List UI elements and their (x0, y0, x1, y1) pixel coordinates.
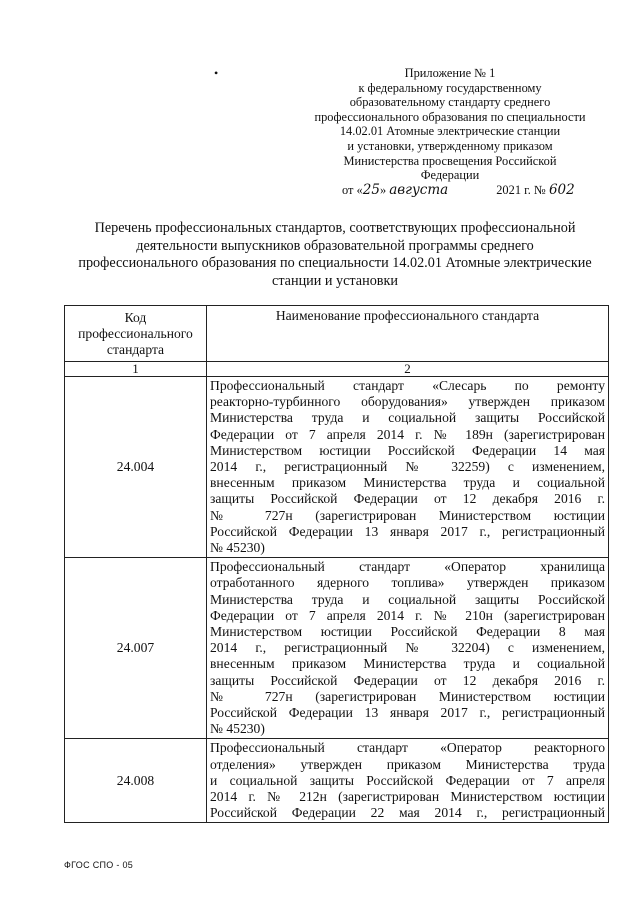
appendix-line: 14.02.01 Атомные электрические станции (339, 124, 561, 139)
desc-line: № 45230) (210, 721, 265, 737)
desc-line: Профессиональный стандарт «Оператор реакторного (210, 740, 605, 756)
desc-line: внесенным приказом Министерства труда и социальной (210, 656, 605, 672)
document-title (60, 220, 610, 290)
column-number: 2 (207, 362, 609, 377)
header-name: Наименование профессионального стандарта (207, 306, 609, 362)
desc-line: отработанного ядерного топлива» утвержден приказом (210, 575, 605, 591)
desc-line: № 727н (зарегистрирован Министерством юстиции (210, 688, 605, 704)
standard-code: 24.004 (65, 377, 207, 558)
date-prefix: от « (342, 182, 363, 197)
desc-line: 2014 г., регистрационный № 32259) с изменением, (210, 459, 605, 475)
desc-line: Министерством юстиции Российской Федерации 14 мая (210, 442, 605, 458)
table-row (65, 377, 609, 558)
appendix-title: Приложение № 1 (404, 66, 496, 80)
desc-line: Министерства труда и социальной защиты Российской (210, 591, 605, 607)
date-day: 25 (362, 181, 380, 198)
desc-line: Профессиональный стандарт «Слесарь по ремонту (210, 378, 605, 393)
standards-table (64, 305, 609, 823)
title-line: станции и установки (272, 272, 398, 289)
standard-code: 24.007 (65, 558, 207, 739)
desc-line: защиты Российской Федерации от 12 декабря 2016 г. (210, 491, 605, 507)
order-date-line (300, 183, 600, 198)
table-row (65, 558, 609, 739)
header-code (65, 306, 207, 362)
date-month: августа (389, 181, 449, 198)
desc-line: Профессиональный стандарт «Оператор хранилища (210, 559, 605, 575)
desc-line: 2014 г., регистрационный № 32204) с изменением, (210, 640, 605, 656)
appendix-line: Министерства просвещения Российской (343, 153, 557, 168)
desc-line: отделения» утвержден приказом Министерства труда (210, 756, 605, 772)
appendix-line: Федерации (420, 168, 480, 183)
appendix-line: к федеральному государственному (358, 80, 542, 95)
desc-line: Федерации от 7 апреля 2014 г. № 210н (зарегистрирован (210, 607, 605, 623)
appendix-block (300, 66, 600, 197)
order-number: 602 (548, 181, 575, 198)
desc-line: Министерством юстиции Российской Федерации 8 мая (210, 624, 605, 640)
standard-code: 24.008 (65, 739, 207, 823)
footer-code: ФГОС СПО - 05 (64, 860, 134, 870)
header-code-line: стандарта (106, 341, 165, 357)
table-header-row (65, 306, 609, 362)
header-code-line: профессионального (78, 325, 193, 341)
appendix-line: образовательному стандарту среднего (349, 95, 551, 110)
desc-line: № 727н (зарегистрирован Министерством юстиции (210, 507, 605, 523)
appendix-line: профессионального образования по специальности (314, 109, 586, 124)
standard-description (207, 558, 609, 739)
desc-line: Министерства труда и социальной защиты Российской (210, 410, 605, 426)
title-line: профессионального образования по специальности 14.02.01 Атомные электрические (78, 255, 592, 271)
desc-line: № 45230) (210, 540, 265, 556)
desc-line: Российской Федерации 13 января 2017 г., регистрационный (210, 523, 605, 539)
desc-line: реакторно-турбинного оборудования» утвержден приказом (210, 394, 605, 410)
desc-line: и социальной защиты Российской Федерации от 7 апреля (210, 772, 605, 788)
column-number: 1 (65, 362, 207, 377)
desc-line: защиты Российской Федерации от 12 декабря 2016 г. (210, 672, 605, 688)
standard-description (207, 739, 609, 823)
appendix-line: и установки, утвержденному приказом (347, 138, 553, 153)
title-line: Перечень профессиональных стандартов, соответствующих профессиональной (94, 220, 576, 236)
desc-line: Федерации от 7 апреля 2014 г. № 189н (зарегистрирован (210, 426, 605, 442)
desc-line: Российской Федерации 22 мая 2014 г., регистрационный (210, 805, 605, 821)
title-line: деятельности выпускников образовательной программы среднего (136, 237, 534, 254)
desc-line: Российской Федерации 13 января 2017 г., регистрационный (210, 705, 605, 721)
header-code-line: Код (124, 309, 147, 325)
desc-line: внесенным приказом Министерства труда и социальной (210, 475, 605, 491)
stray-mark: • (214, 66, 219, 80)
desc-line: 2014 г. № 212н (зарегистрирован Министерством юстиции (210, 789, 605, 805)
standard-description (207, 377, 609, 558)
table-row (65, 739, 609, 823)
column-numbers-row (65, 362, 609, 377)
order-year-label: 2021 г. № (496, 182, 546, 197)
date-mid: » (379, 182, 387, 197)
